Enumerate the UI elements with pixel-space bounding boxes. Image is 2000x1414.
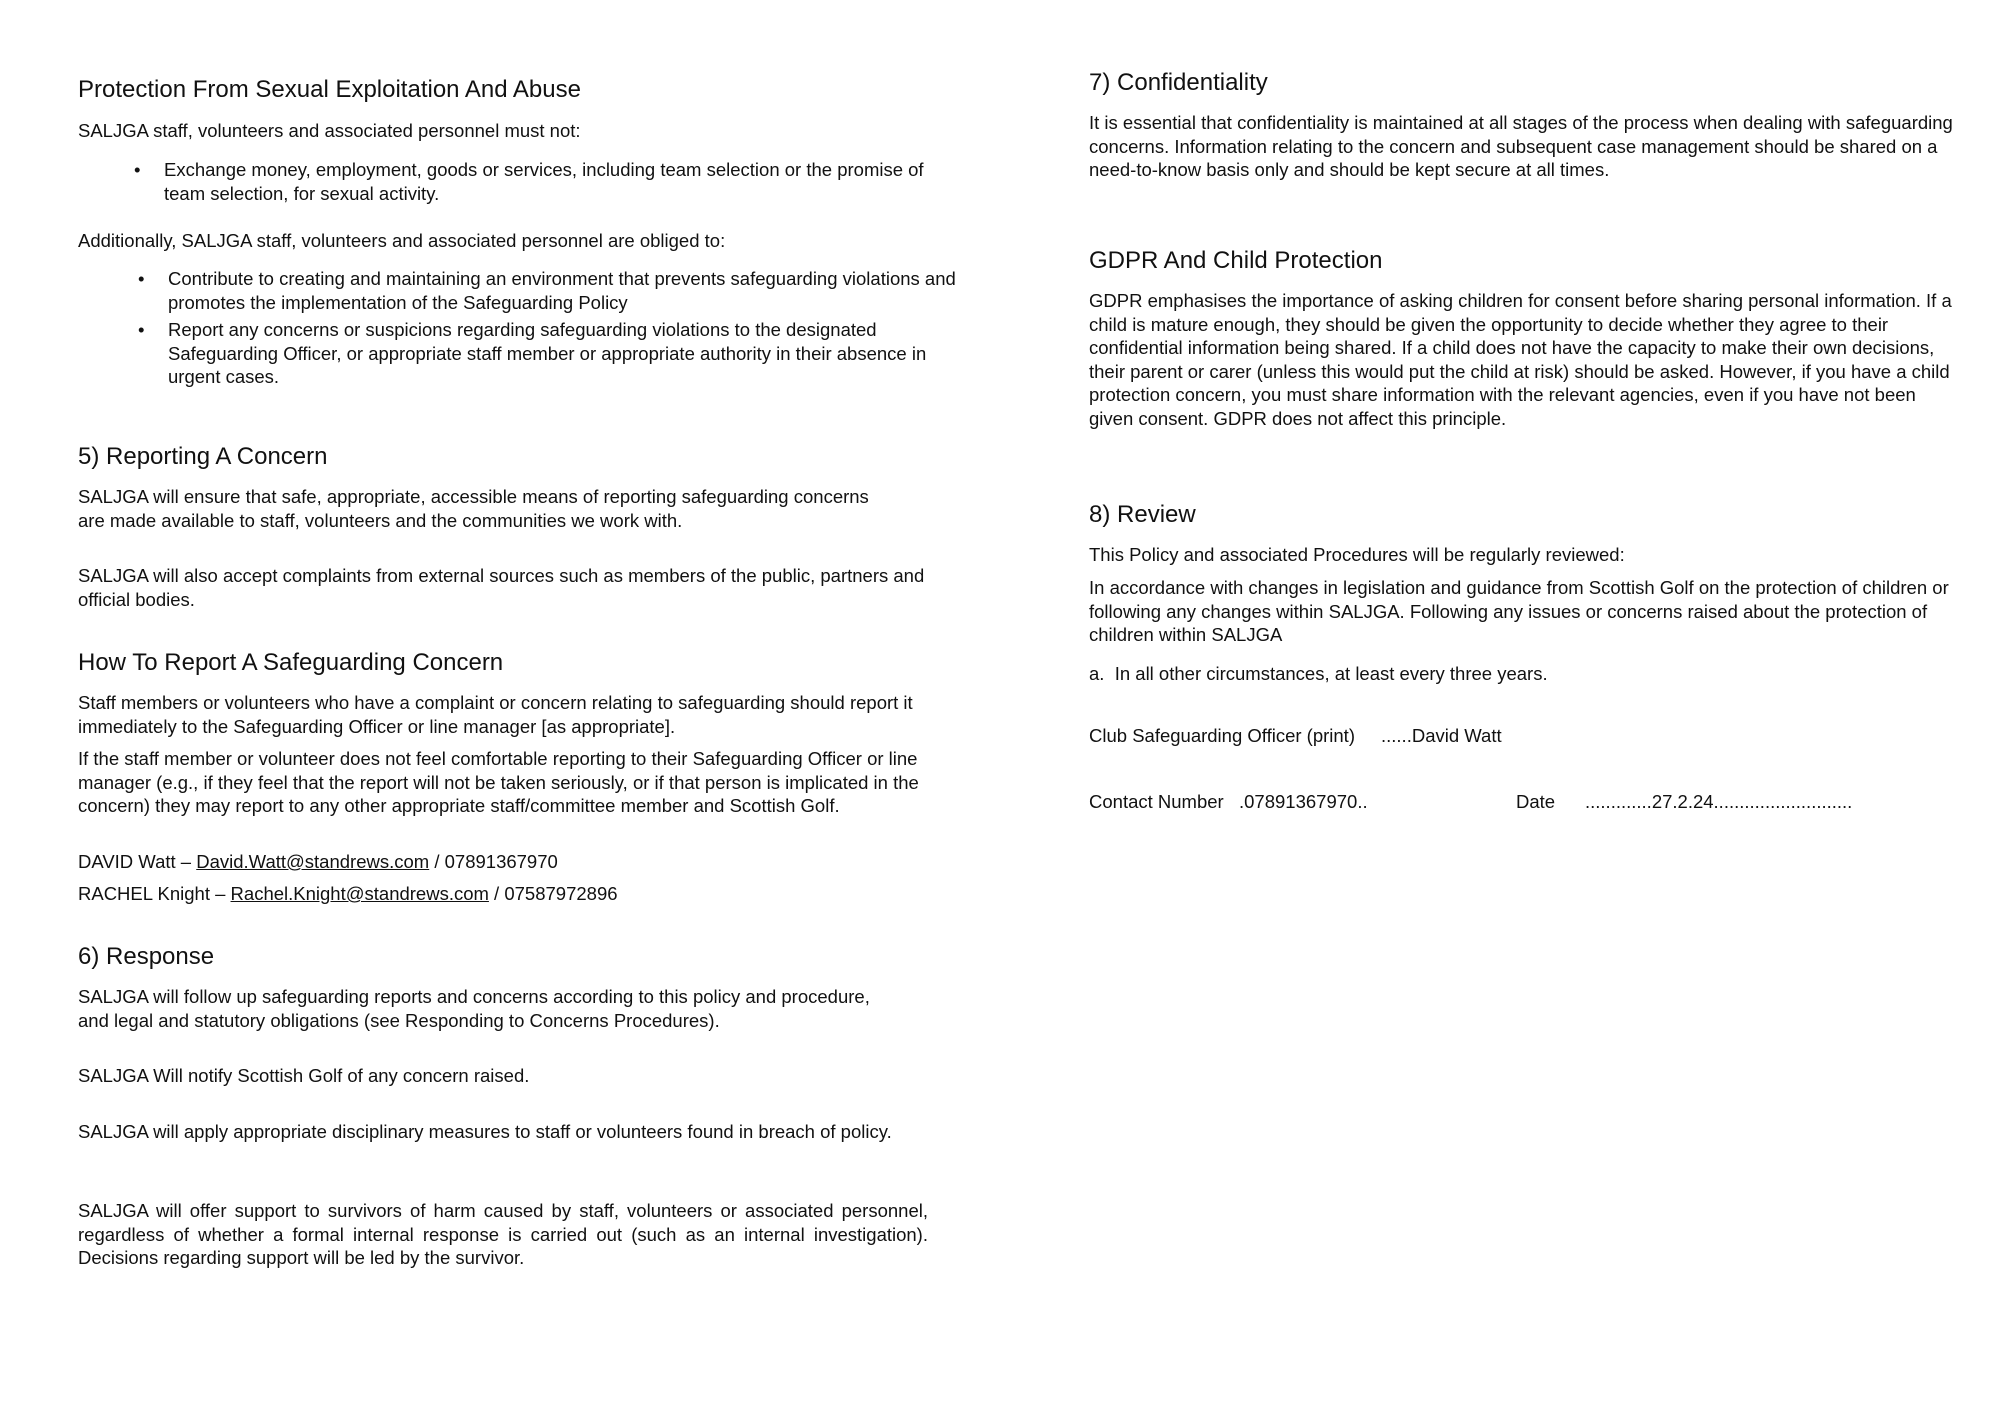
how-to-report-heading: How To Report A Safeguarding Concern [78,649,504,676]
review-intro: This Policy and associated Procedures will be regularly reviewed: [1089,544,1625,565]
contact-line-david [78,850,558,874]
contact-name: RACHEL Knight [78,883,210,904]
protection-list [164,158,924,205]
officer-value: ......David Watt [1381,725,1502,746]
response-paragraph: SALJGA will offer support to survivors of harm caused by staff, volunteers or associated personnel, regardless of whether a formal internal response is carried out (such as an internal investigation). Decisions regarding support will be led by the survivor. [78,1200,928,1268]
review-item [1089,662,1548,686]
gdpr-heading: GDPR And Child Protection [1089,247,1383,274]
list-item: • Contribute to creating and maintaining an environment that prevents safeguarding violations and promotes the implementation of the Safeguarding Policy [168,267,963,314]
contact-separator: / [488,883,505,904]
contact-number-label: Contact Number [1089,791,1224,812]
list-item: • Exchange money, employment, goods or services, including team selection or the promise of team selection, for sexual activity. [164,158,924,205]
protection-heading: Protection From Sexual Exploitation And Abuse [78,76,581,103]
reporting-heading: 5) Reporting A Concern [78,443,328,470]
gdpr-paragraph: GDPR emphasises the importance of asking children for consent before sharing personal information. If a child is mature enough, they should be given the opportunity to decide whether they agree to their confidential information being shared. If a child does not have the capacity to make their own decisions, their parent or carer (unless this would put the child at risk) should be asked. However, if you have a child protection concern, you must share information with the relevant agencies, even if you have not been given consent. GDPR does not affect this principle. [1089,290,1952,429]
email-link[interactable]: David.Watt@standrews.com [196,851,430,872]
officer-label: Club Safeguarding Officer (print) [1089,725,1355,746]
response-paragraph: SALJGA Will notify Scottish Golf of any concern raised. [78,1065,530,1086]
review-item-marker: a. [1089,663,1105,684]
confidentiality-heading: 7) Confidentiality [1089,69,1268,96]
contact-dash: – [175,851,197,872]
response-paragraph: SALJGA will apply appropriate disciplinary measures to staff or volunteers found in breach of policy. [78,1121,892,1142]
review-paragraph: In accordance with changes in legislation and guidance from Scottish Golf on the protection of children or following any changes within SALJGA. Following any issues or concerns raised about the protection of children within SALJGA [1089,577,1949,645]
contact-separator: / [429,851,445,872]
contact-dash: – [209,883,231,904]
review-heading: 8) Review [1089,501,1196,528]
response-paragraph: SALJGA will follow up safeguarding reports and concerns according to this policy and procedure, and legal and statutory obligations (see Responding to Concerns Procedures). [78,986,870,1031]
contact-name: DAVID Watt [78,851,176,872]
how-to-report-paragraph: If the staff member or volunteer does not feel comfortable reporting to their Safeguarding Officer or line manager (e.g., if they feel that the report will not be taken seriously, or if that person is implicated in the concern) they may report to any other appropriate staff/committee member and Scottish Golf. [78,748,919,816]
review-item-text: In all other circumstances, at least every three years. [1114,663,1548,684]
additional-intro: Additionally, SALJGA staff, volunteers and associated personnel are obliged to: [78,230,726,251]
response-heading: 6) Response [78,943,215,970]
list-item: • Report any concerns or suspicions regarding safeguarding violations to the designated Safeguarding Officer, or appropriate staff member or appropriate authority in their absence in urgent cases. [168,318,963,389]
contact-phone: 07891367970 [444,851,558,872]
reporting-paragraph: SALJGA will also accept complaints from external sources such as members of the public, partners and official bodies. [78,565,925,610]
date-value: .............27.2.24........................... [1585,791,1853,812]
date-label: Date [1516,791,1556,812]
additional-list [168,267,963,389]
reporting-paragraph: SALJGA will ensure that safe, appropriate, accessible means of reporting safeguarding concerns are made available to staff, volunteers and the communities we work with. [78,486,869,531]
contact-number-value: .07891367970.. [1239,791,1368,812]
contact-phone: 07587972896 [504,883,618,904]
protection-intro: SALJGA staff, volunteers and associated personnel must not: [78,120,581,141]
contact-line-rachel [78,882,618,906]
email-link[interactable]: Rachel.Knight@standrews.com [230,883,489,904]
confidentiality-paragraph: It is essential that confidentiality is maintained at all stages of the process when dealing with safeguarding concerns. Information relating to the concern and subsequent case management should be shared on a need-to-know basis only and should be kept secure at all times. [1089,112,1953,180]
how-to-report-paragraph: Staff members or volunteers who have a complaint or concern relating to safeguarding should report it immediately to the Safeguarding Officer or line manager [as appropriate]. [78,692,913,737]
